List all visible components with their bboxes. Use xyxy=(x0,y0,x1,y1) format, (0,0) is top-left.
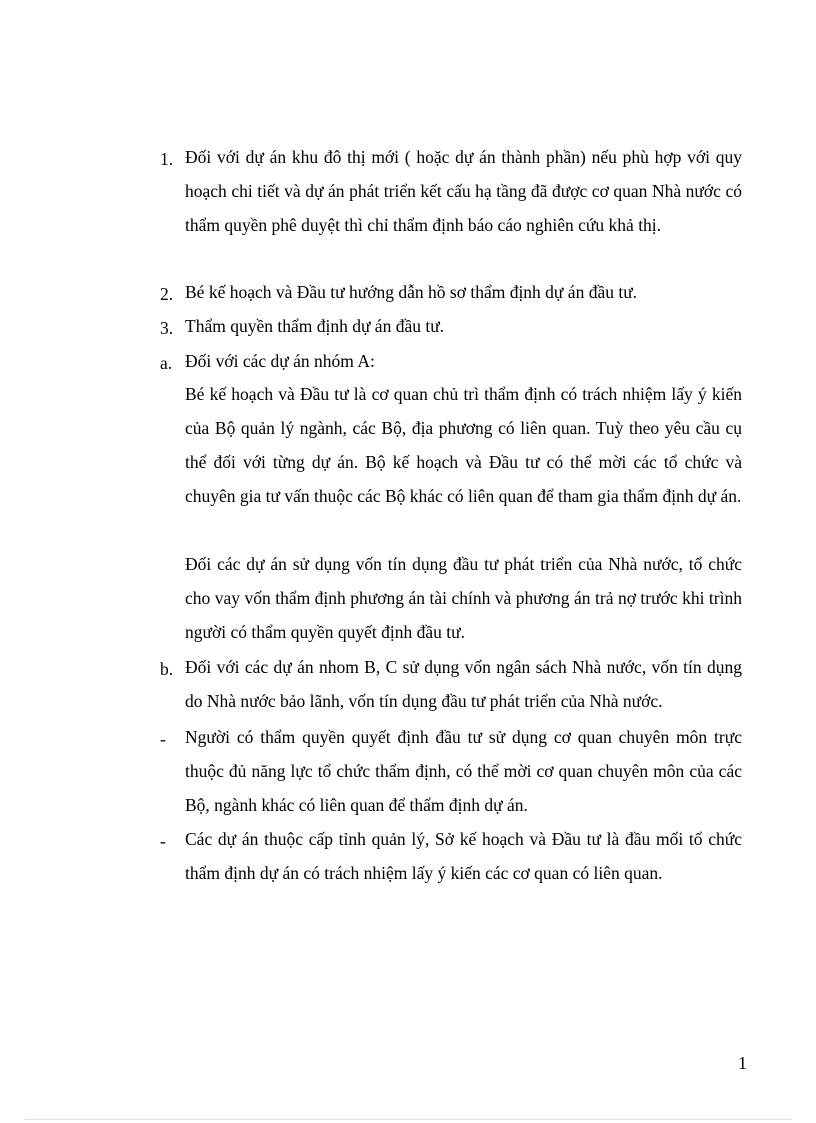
page-number: 1 xyxy=(738,1053,747,1073)
paragraph-group-a-2: Đối các dự án sử dụng vốn tín dụng đầu tư phát triển của Nhà nước, tổ chức cho vay vốn thẩm định phương án tài chính và phương án trả nợ trước khi trình người có thẩm quyền quyết định đầu tư. xyxy=(185,554,742,642)
list-marker: 3. xyxy=(160,318,174,338)
list-item-1 xyxy=(160,140,742,242)
list-item-dash-2 xyxy=(160,822,742,890)
list-item-b xyxy=(160,650,742,718)
list-marker: 1. xyxy=(160,149,174,169)
list-item-text: Người có thẩm quyền quyết định đầu tư sử dụng cơ quan chuyên môn trực thuộc đủ năng lực tổ chức thẩm định, có thể mời cơ quan chuyên môn của các Bộ, ngành khác có liên quan để thẩm định dự án. xyxy=(185,727,742,815)
list-marker: a. xyxy=(160,353,173,373)
list-marker: - xyxy=(160,729,166,749)
list-item-2 xyxy=(160,275,742,309)
list-item-a xyxy=(160,344,742,378)
list-item-dash-1 xyxy=(160,720,742,822)
list-item-text: Bé kế hoạch và Đầu tư hướng dẫn hồ sơ thẩm định dự án đầu tư. xyxy=(185,282,638,302)
list-item-text: Đối với các dự án nhóm A: xyxy=(185,351,375,371)
list-item-text: Các dự án thuộc cấp tỉnh quản lý, Sở kế hoạch và Đầu tư là đầu mối tổ chức thẩm định dự án có trách nhiệm lấy ý kiến các cơ quan có liên quan. xyxy=(185,829,742,883)
list-item-text: Đối với dự án khu đô thị mới ( hoặc dự án thành phần) nếu phù hợp với quy hoạch chi tiết và dự án phát triển kết cấu hạ tầng đã được cơ quan Nhà nước có thẩm quyền phê duyệt thì chỉ thẩm định báo cáo nghiên cứu khả thị. xyxy=(185,147,742,235)
list-marker: - xyxy=(160,831,166,851)
page-bottom-rule xyxy=(24,1119,792,1120)
list-marker: b. xyxy=(160,659,174,679)
list-item-text: Thẩm quyền thẩm định dự án đầu tư. xyxy=(185,316,445,336)
list-item-3 xyxy=(160,309,742,343)
list-marker: 2. xyxy=(160,284,174,304)
paragraph-group-a-1: Bé kế hoạch và Đầu tư là cơ quan chủ trì thẩm định có trách nhiệm lấy ý kiến của Bộ quản lý ngành, các Bộ, địa phương có liên quan. Tuỳ theo yêu cầu cụ thể đối với từng dự án. Bộ kế hoạch và Đầu tư có thể mời các tổ chức và chuyên gia tư vấn thuộc các Bộ khác có liên quan để tham gia thẩm định dự án. xyxy=(185,384,742,506)
list-item-text: Đối với các dự án nhom B, C sử dụng vốn ngân sách Nhà nước, vốn tín dụng do Nhà nước bảo lãnh, vốn tín dụng đầu tư phát triển của Nhà nước. xyxy=(185,657,742,711)
